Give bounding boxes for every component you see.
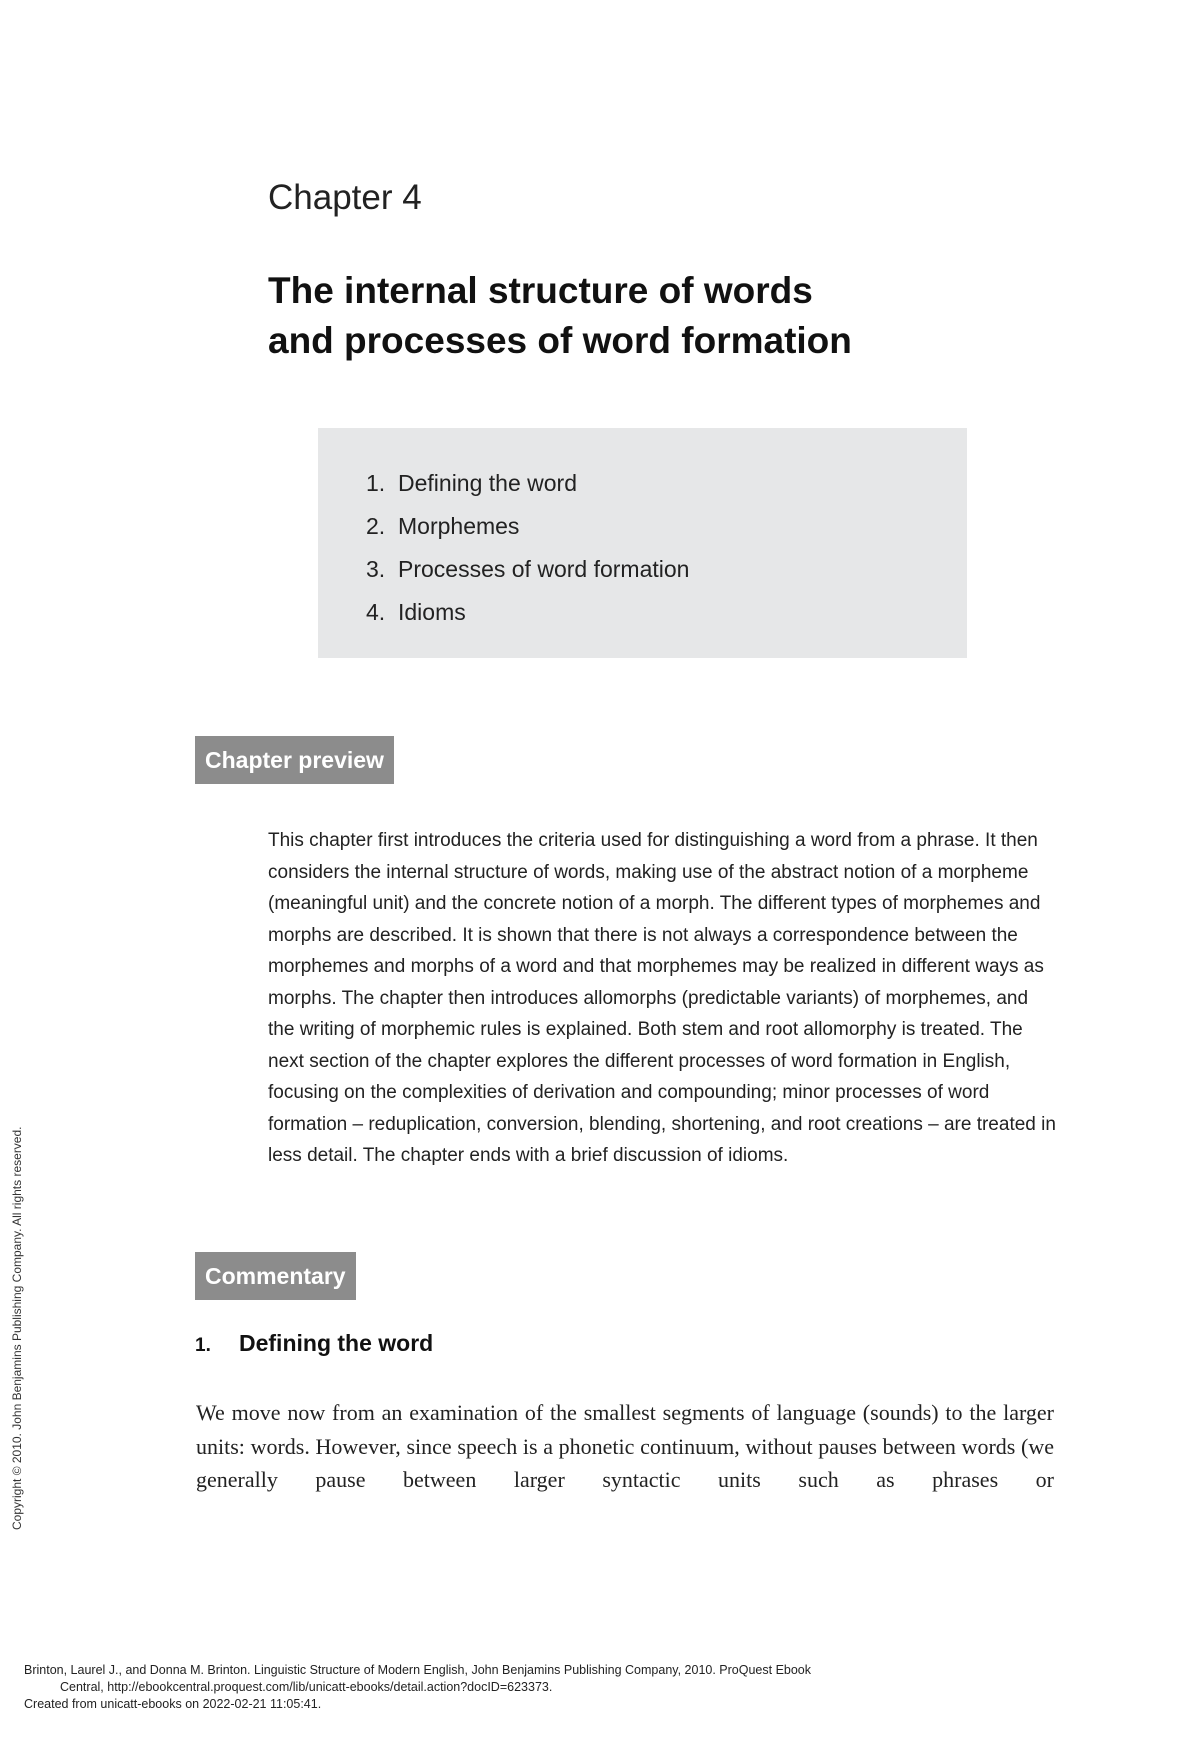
section-number: 1. [195,1335,211,1356]
contents-item-number: 2. [366,513,386,539]
citation-footer [24,1662,811,1713]
footer-line-3: Created from unicatt-ebooks on 2022-02-21 11:05:41. [24,1697,322,1711]
chapter-preview-text: This chapter first introduces the criteria used for distinguishing a word from a phrase. It then considers the internal structure of words, making use of the abstract notion of a morpheme (meaningful unit) and the concrete notion of a morph. The different types of morphemes and morphs are described. It is shown that there is not always a correspondence between the morphemes and morphs of a word and that morphemes may be realized in different ways as morphs. The chapter then introduces allomorphs (predictable variants) of morphemes, and the writing of morphemic rules is explained. Both stem and root allomorphy is treated. The next section of the chapter explores the different processes of word formation in English, focusing on the complexities of derivation and compounding; minor processes of word formation – reduplication, conversion, blending, shortening, and root creations – are treated in less detail. The chapter ends with a brief discussion of idioms. [268,830,1056,1166]
footer-line-1: Brinton, Laurel J., and Donna M. Brinton. Linguistic Structure of Modern English, John Benjamins Publishing Company, 2010. ProQuest Ebook [24,1663,812,1677]
side-copyright-notice: Copyright © 2010. John Benjamins Publishing Company. All rights reserved. [10,1126,24,1530]
chapter-contents-list [366,462,689,634]
contents-item [366,462,689,505]
contents-item-label: Idioms [398,599,466,625]
contents-item-label: Processes of word formation [398,556,690,582]
chapter-preview-heading: Chapter preview [195,736,394,784]
commentary-heading: Commentary [195,1252,356,1300]
contents-item [366,505,689,548]
footer-line-2: Central, http://ebookcentral.proquest.com/lib/unicatt-ebooks/detail.action?docID=623373. [60,1680,553,1694]
contents-item-label: Defining the word [398,470,577,496]
contents-item-label: Morphemes [398,513,520,539]
chapter-title-line-1: The internal structure of words [268,270,813,311]
chapter-label: Chapter 4 [268,178,422,217]
chapter-contents-box [318,428,967,658]
contents-item [366,548,689,591]
contents-item-number: 3. [366,556,386,582]
contents-item [366,591,689,634]
section-title: Defining the word [239,1330,434,1356]
section-heading [195,1330,433,1357]
contents-item-number: 4. [366,599,386,625]
chapter-title [268,266,988,366]
contents-item-number: 1. [366,470,386,496]
body-paragraph: We move now from an examination of the smallest segments of language (sounds) to the larger units: words. However, since speech is a phonetic continuum, without pauses between words (we generally pause between larger syntactic units such as phrases or [196,1400,1054,1492]
chapter-title-line-2: and processes of word formation [268,320,852,361]
